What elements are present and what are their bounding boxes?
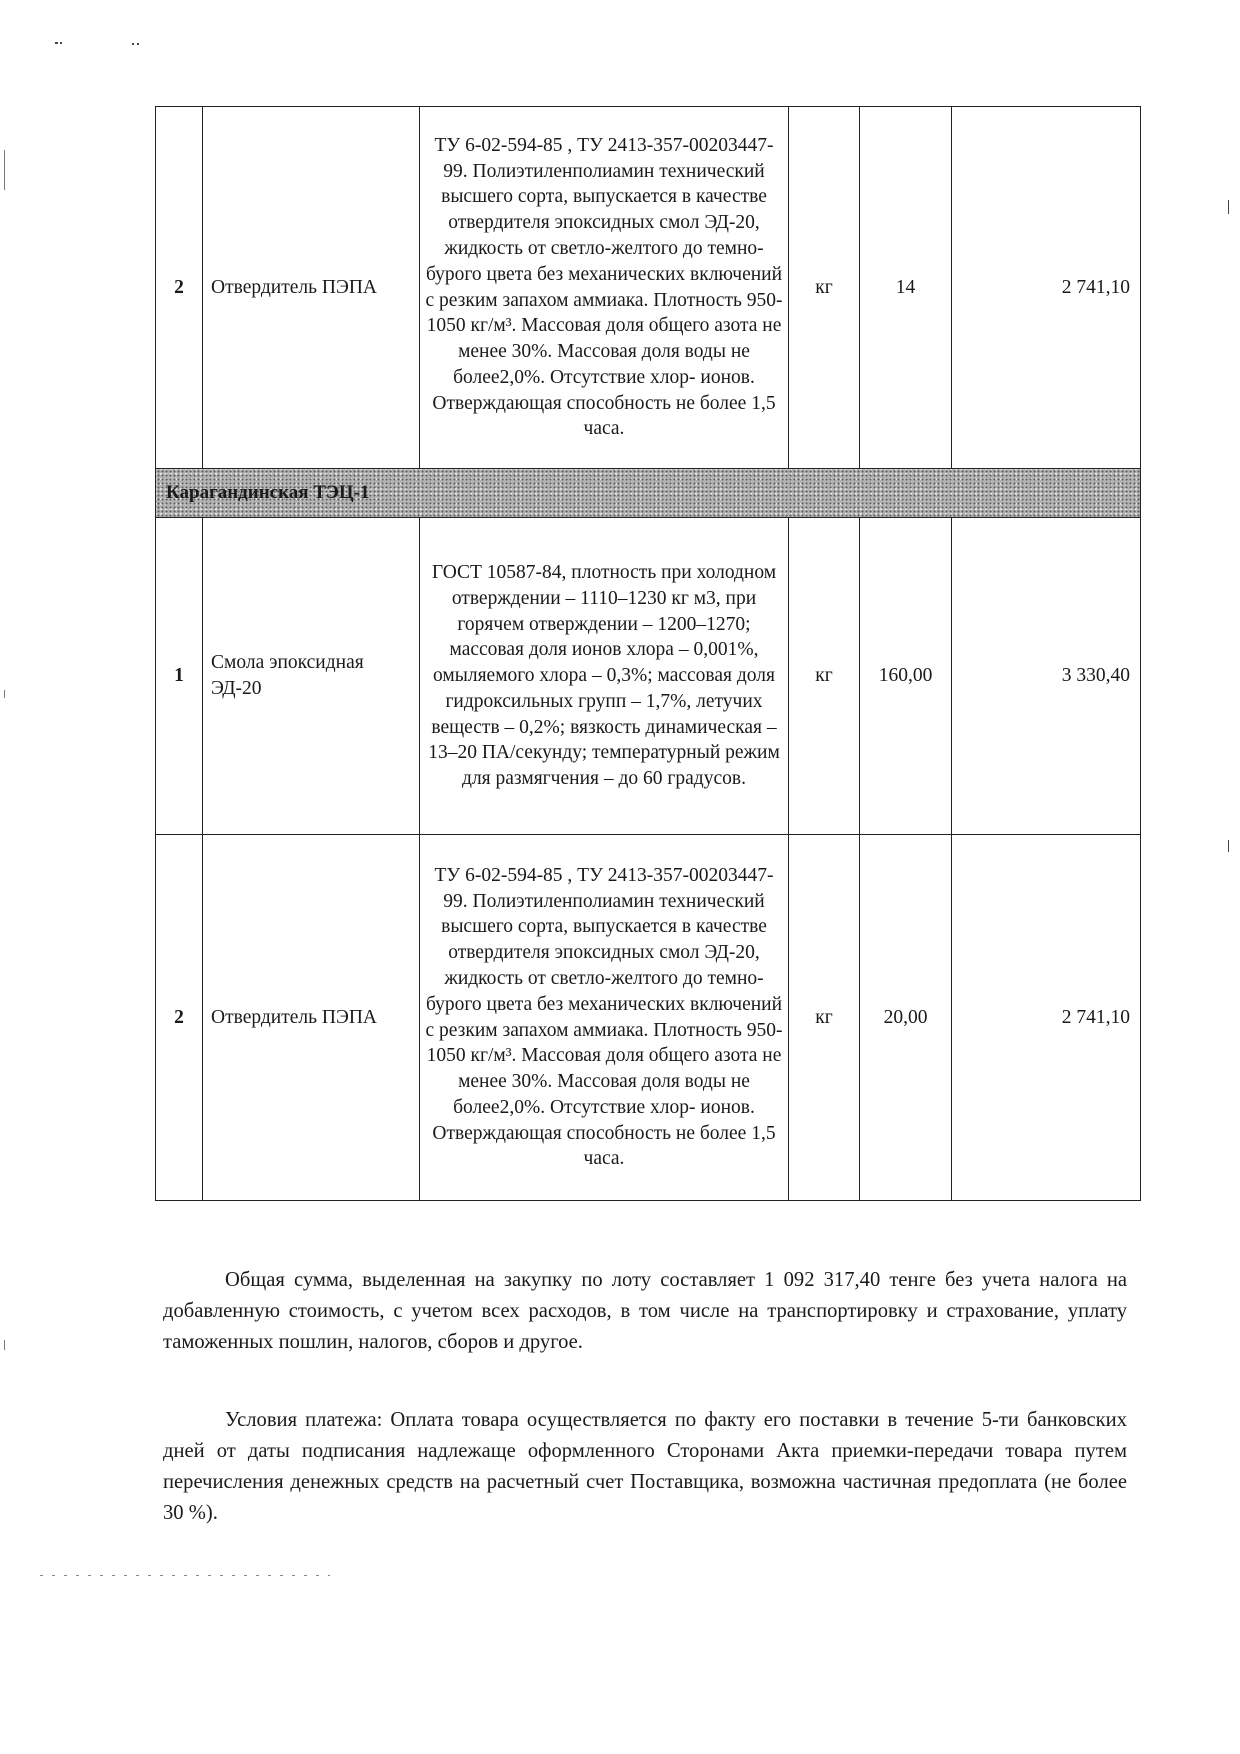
product-description: ГОСТ 10587-84, плотность при холодном отверждении – 1110–1230 кг м3, при горячем отверждении – 1200–1270; массовая доля ионов хлора – 0,001%, омыляемого хлора – 0,3%; массовая доля гидроксильных групп – 1,7%, летучих веществ – 0,2%; вязкость динамическая – 13–20 ПА/секунду; температурный режим для размягчения – до 60 градусов.	[420, 518, 789, 835]
scan-speck	[1228, 200, 1229, 214]
quantity: 160,00	[860, 518, 952, 835]
table-row	[156, 518, 1141, 835]
scan-speck	[1228, 840, 1229, 852]
scan-speck	[132, 43, 134, 45]
quantity: 14	[860, 107, 952, 469]
price: 2 741,10	[952, 835, 1141, 1201]
unit: кг	[789, 518, 860, 835]
unit: кг	[789, 835, 860, 1201]
specification-table	[155, 106, 1141, 1201]
row-number: 2	[156, 835, 203, 1201]
section-title: Карагандинская ТЭЦ-1	[156, 469, 1141, 518]
price: 2 741,10	[952, 107, 1141, 469]
payment-terms-paragraph: Условия платежа: Оплата товара осуществляется по факту его поставки в течение 5-ти банковских дней от даты подписания надлежаще оформленного Сторонами Акта приемки-передачи товара путем перечисления денежных средств на расчетный счет Поставщика, возможна частичная предоплата (не более 30 %).	[163, 1409, 1127, 1524]
scan-edge-line	[4, 150, 5, 190]
product-description: ТУ 6-02-594-85 , ТУ 2413-357-00203447-99. Полиэтиленполиамин технический высшего сорта, выпускается в качестве отвердителя эпоксидных смол ЭД-20, жидкость от светло-желтого до темно-бурого цвета без механических включений с резким запахом аммиака. Плотность 950-1050 кг/м³. Массовая доля общего азота не менее 30%. Массовая доля воды не более2,0%. Отсутствие хлор- ионов. Отверждающая способность не более 1,5 часа.	[420, 835, 789, 1201]
quantity: 20,00	[860, 835, 952, 1201]
product-name: Отвердитель ПЭПА	[203, 835, 420, 1201]
product-name: Отвердитель ПЭПА	[203, 107, 420, 469]
section-header-row	[156, 469, 1141, 518]
scan-edge-line	[4, 690, 5, 698]
scan-dotted-line	[40, 1575, 330, 1576]
product-name: Смола эпоксидная ЭД-20	[203, 518, 420, 835]
product-description: ТУ 6-02-594-85 , ТУ 2413-357-00203447-99. Полиэтиленполиамин технический высшего сорта, выпускается в качестве отвердителя эпоксидных смол ЭД-20, жидкость от светло-желтого до темно-бурого цвета без механических включений с резким запахом аммиака. Плотность 950-1050 кг/м³. Массовая доля общего азота не менее 30%. Массовая доля воды не более2,0%. Отсутствие хлор- ионов. Отверждающая способность не более 1,5 часа.	[420, 107, 789, 469]
unit: кг	[789, 107, 860, 469]
price: 3 330,40	[952, 518, 1141, 835]
table-row	[156, 835, 1141, 1201]
scan-edge-line	[4, 1340, 5, 1350]
scan-speck	[60, 42, 62, 44]
scan-speck	[137, 43, 139, 45]
total-amount-paragraph: Общая сумма, выделенная на закупку по лоту составляет 1 092 317,40 тенге без учета налога на добавленную стоимость, с учетом всех расходов, в том числе на транспортировку и страхование, уплату таможенных пошлин, налогов, сборов и другое.	[163, 1269, 1127, 1353]
table-row	[156, 107, 1141, 469]
row-number: 2	[156, 107, 203, 469]
scan-speck	[55, 42, 58, 44]
row-number: 1	[156, 518, 203, 835]
